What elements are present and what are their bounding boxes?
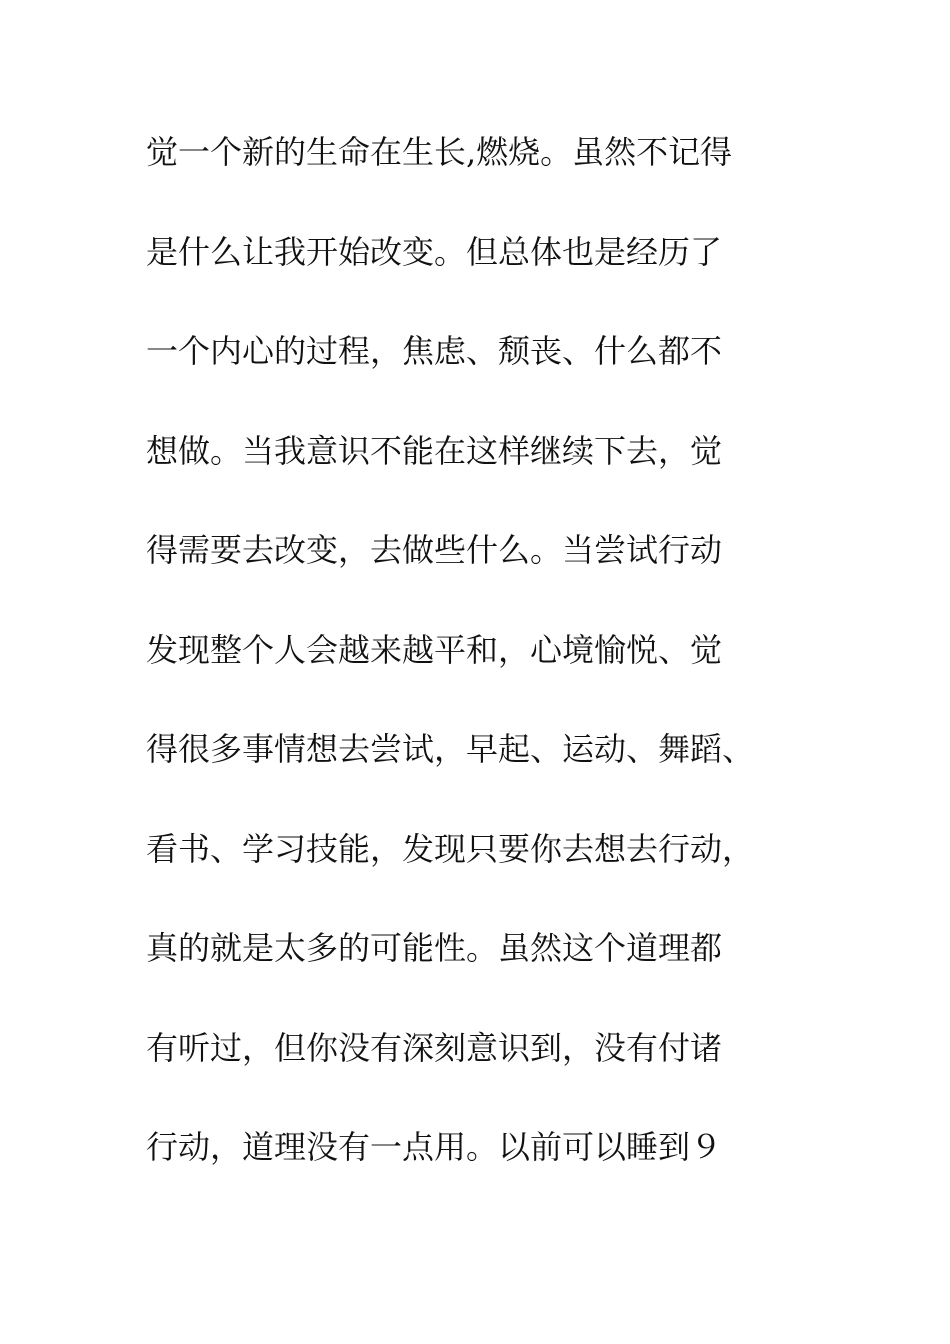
- text-line: 一个内心的过程，焦虑、颓丧、什么都不: [146, 332, 723, 370]
- text-line: 是什么让我开始改变。但总体也是经历了: [146, 232, 723, 271]
- body-text: [146, 122, 846, 1217]
- text-line: 行动，道理没有一点用。以前可以睡到９: [146, 1128, 723, 1166]
- text-line: 真的就是太多的可能性。虽然这个道理都: [146, 929, 723, 967]
- text-line: 有听过，但你没有深刻意识到，没有付诸: [146, 1028, 723, 1067]
- text-line: 想做。当我意识不能在这样继续下去，觉: [146, 431, 723, 470]
- text-line: 得很多事情想去尝试，早起、运动、舞蹈、: [146, 730, 755, 768]
- text-line: 得需要去改变，去做些什么。当尝试行动: [146, 531, 723, 569]
- text-line: 觉一个新的生命在生长,燃烧。虽然不记得: [146, 133, 733, 171]
- text-line: 看书、学习技能，发现只要你去想去行动，: [146, 829, 755, 868]
- text-line: 发现整个人会越来越平和，心境愉悦、觉: [146, 630, 723, 669]
